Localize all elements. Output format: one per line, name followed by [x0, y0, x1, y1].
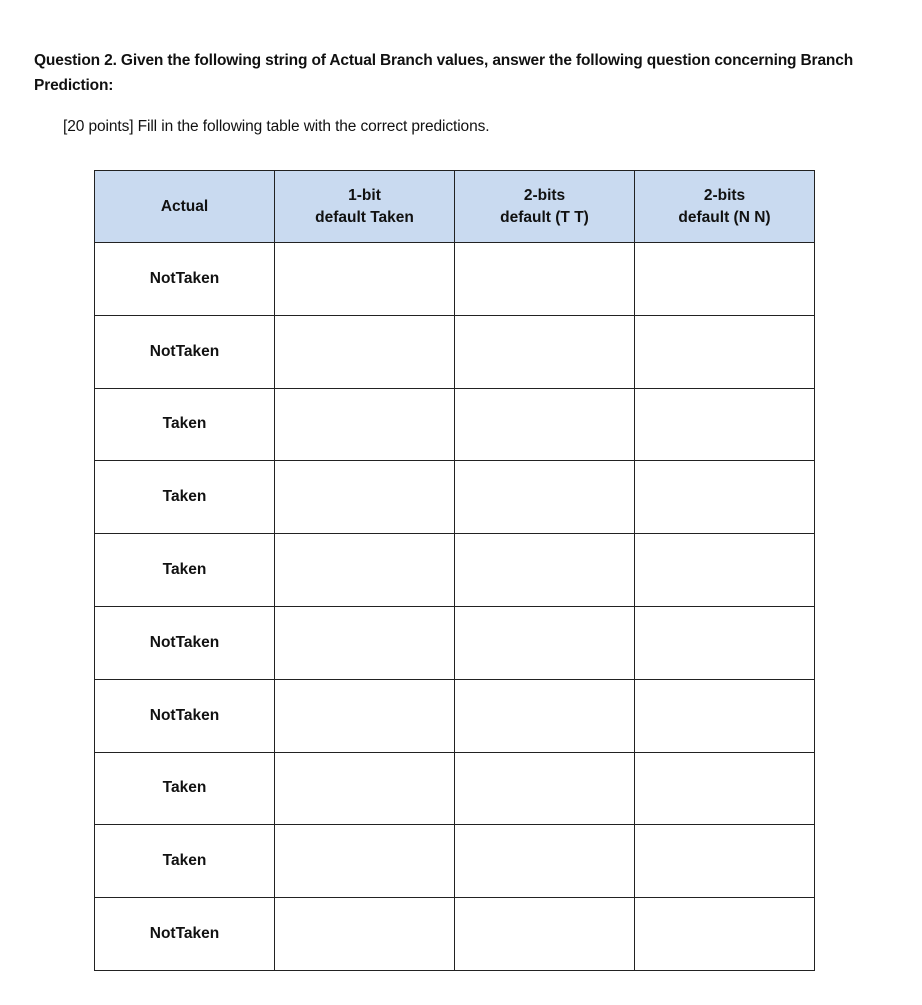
prediction-2bits-nn-cell[interactable] — [635, 243, 815, 316]
prediction-1bit-cell[interactable] — [275, 388, 455, 461]
prediction-1bit-cell[interactable] — [275, 461, 455, 534]
prediction-2bits-nn-cell[interactable] — [635, 315, 815, 388]
prediction-1bit-cell[interactable] — [275, 898, 455, 971]
actual-cell: NotTaken — [95, 898, 275, 971]
table-row — [95, 898, 815, 971]
question-line-1: Question 2. Given the following string of Actual Branch values, answer the following question concerning Branch — [34, 52, 854, 69]
actual-cell: NotTaken — [95, 243, 275, 316]
actual-cell: NotTaken — [95, 315, 275, 388]
actual-cell: Taken — [95, 461, 275, 534]
table-row — [95, 679, 815, 752]
prediction-table — [94, 170, 815, 971]
header-2bits-default-tt — [455, 171, 635, 243]
prediction-2bits-tt-cell[interactable] — [455, 534, 635, 607]
prediction-2bits-tt-cell[interactable] — [455, 243, 635, 316]
table-row — [95, 243, 815, 316]
table-row — [95, 534, 815, 607]
table-row — [95, 315, 815, 388]
table-row — [95, 825, 815, 898]
header-sublabel: default (T T) — [500, 208, 589, 226]
prediction-2bits-tt-cell[interactable] — [455, 898, 635, 971]
header-sublabel: default Taken — [315, 208, 414, 226]
prediction-1bit-cell[interactable] — [275, 606, 455, 679]
actual-cell: NotTaken — [95, 679, 275, 752]
prediction-2bits-nn-cell[interactable] — [635, 606, 815, 679]
prediction-2bits-nn-cell[interactable] — [635, 679, 815, 752]
prediction-2bits-tt-cell[interactable] — [455, 752, 635, 825]
prediction-2bits-nn-cell[interactable] — [635, 534, 815, 607]
prediction-2bits-tt-cell[interactable] — [455, 388, 635, 461]
header-2bits-default-nn — [635, 171, 815, 243]
header-row — [95, 171, 815, 243]
table-body — [95, 243, 815, 971]
header-label: 1-bit — [348, 186, 381, 204]
header-label: Actual — [160, 197, 209, 215]
table-row — [95, 752, 815, 825]
table-header — [95, 171, 815, 243]
prediction-1bit-cell[interactable] — [275, 679, 455, 752]
header-sublabel: default (N N) — [678, 208, 771, 226]
prediction-2bits-nn-cell[interactable] — [635, 461, 815, 534]
table-row — [95, 606, 815, 679]
prediction-2bits-nn-cell[interactable] — [635, 898, 815, 971]
table-row — [95, 461, 815, 534]
prediction-2bits-tt-cell[interactable] — [455, 825, 635, 898]
prediction-1bit-cell[interactable] — [275, 825, 455, 898]
actual-cell: Taken — [95, 825, 275, 898]
prediction-2bits-nn-cell[interactable] — [635, 388, 815, 461]
actual-cell: Taken — [95, 534, 275, 607]
actual-cell: Taken — [95, 752, 275, 825]
prediction-2bits-tt-cell[interactable] — [455, 679, 635, 752]
prediction-2bits-nn-cell[interactable] — [635, 752, 815, 825]
prediction-2bits-tt-cell[interactable] — [455, 606, 635, 679]
header-label: 2-bits — [703, 186, 746, 204]
question-heading — [34, 48, 904, 98]
header-label: 2-bits — [523, 186, 566, 204]
header-actual — [95, 171, 275, 243]
prediction-2bits-tt-cell[interactable] — [455, 461, 635, 534]
actual-cell: NotTaken — [95, 606, 275, 679]
prediction-1bit-cell[interactable] — [275, 752, 455, 825]
table-row — [95, 388, 815, 461]
prediction-1bit-cell[interactable] — [275, 243, 455, 316]
prediction-2bits-tt-cell[interactable] — [455, 315, 635, 388]
prediction-1bit-cell[interactable] — [275, 315, 455, 388]
actual-cell: Taken — [95, 388, 275, 461]
header-1bit-default-taken — [275, 171, 455, 243]
prediction-2bits-nn-cell[interactable] — [635, 825, 815, 898]
instruction-text: [20 points] Fill in the following table with the correct predictions. — [63, 118, 490, 135]
prediction-1bit-cell[interactable] — [275, 534, 455, 607]
question-line-2: Prediction: — [34, 77, 114, 94]
